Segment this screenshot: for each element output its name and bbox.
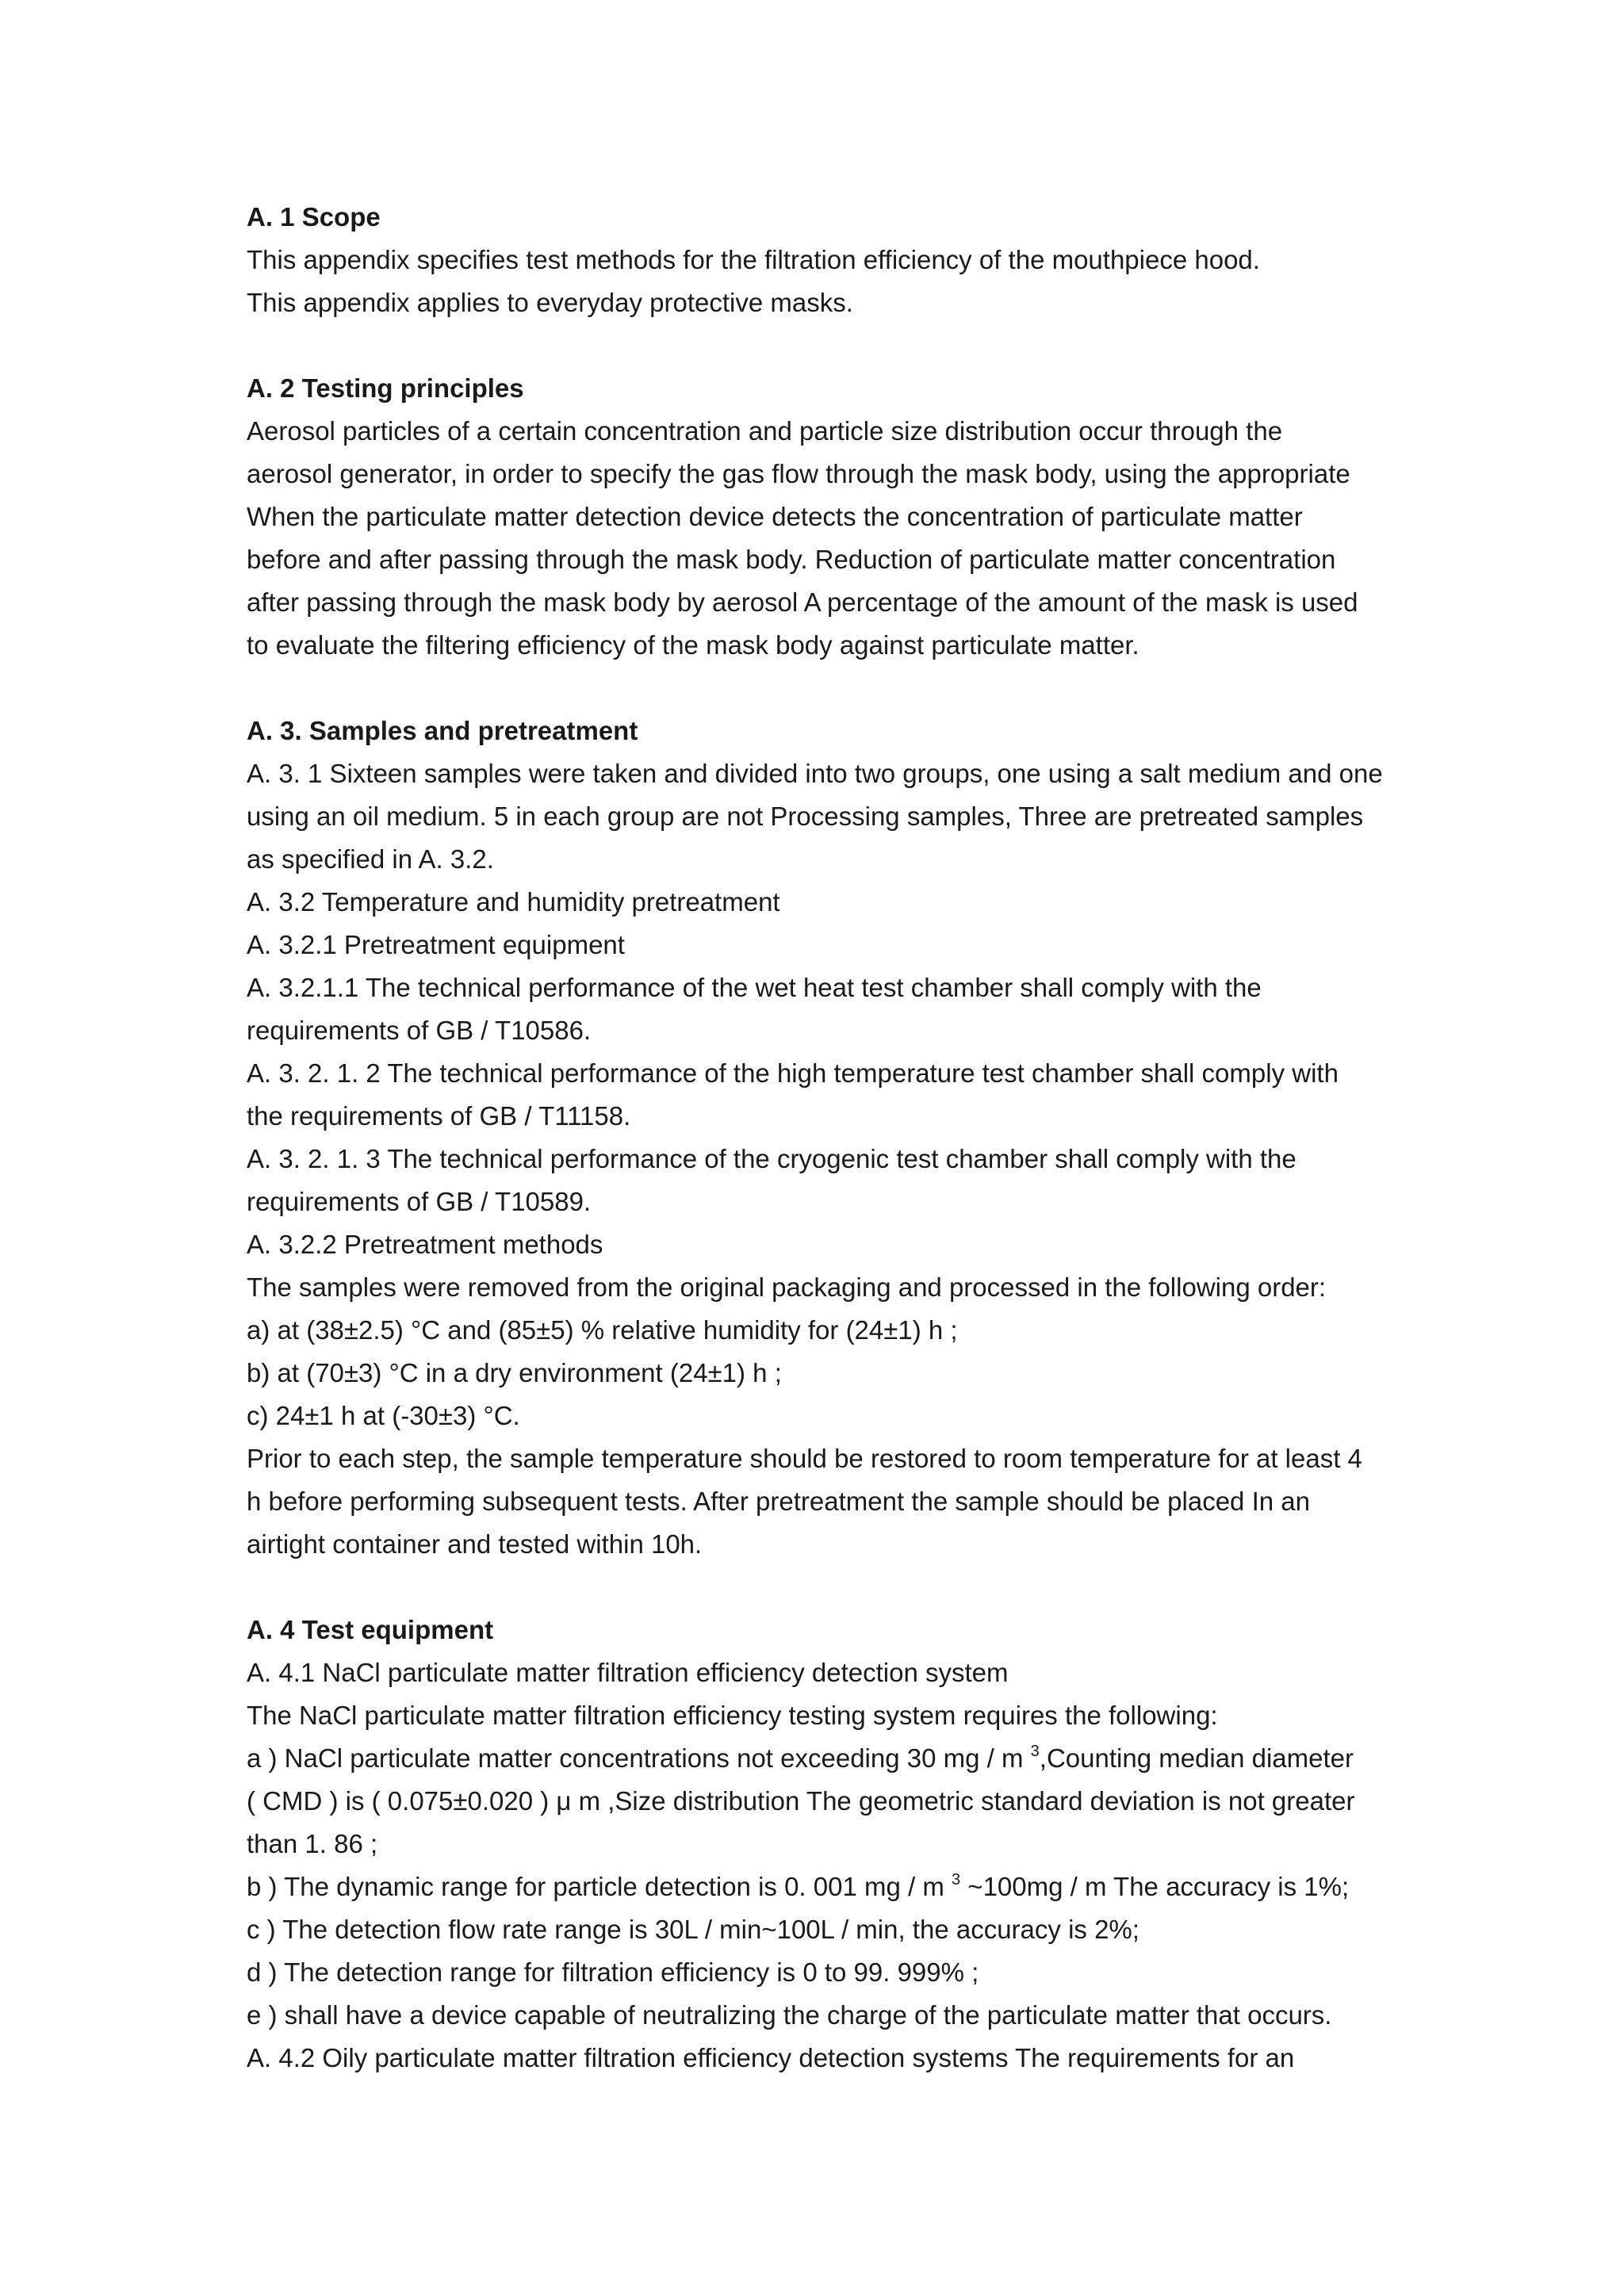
paragraph-line: A. 3. 2. 1. 3 The technical performance of the cryogenic test chamber shall comply with the [247, 1144, 1297, 1173]
list-item-c: c ) The detection flow rate range is 30L / min~100L / min, the accuracy is 2%; [247, 1915, 1139, 1944]
paragraph-line: A. 4.1 NaCl particulate matter filtration efficiency detection system [247, 1658, 1009, 1687]
paragraph-line: A. 3.2 Temperature and humidity pretreatment [247, 887, 780, 916]
section-heading-samples-pretreatment: A. 3. Samples and pretreatment [247, 716, 638, 745]
document-page [247, 196, 1388, 2080]
paragraph-line: Prior to each step, the sample temperature should be restored to room temperature for at least 4 [247, 1444, 1362, 1473]
superscript: 3 [952, 1871, 961, 1888]
paragraph-line: A. 3.2.1.1 The technical performance of the wet heat test chamber shall comply with the [247, 973, 1262, 1002]
list-item: a) at (38±2.5) °C and (85±5) % relative humidity for (24±1) h ; [247, 1315, 958, 1345]
paragraph-line: Aerosol particles of a certain concentration and particle size distribution occur through the [247, 416, 1283, 446]
paragraph-line: h before performing subsequent tests. After pretreatment the sample should be placed In an [247, 1487, 1310, 1516]
paragraph-line: The samples were removed from the original packaging and processed in the following order: [247, 1272, 1327, 1302]
section-heading-scope: A. 1 Scope [247, 202, 381, 232]
list-item-e: e ) shall have a device capable of neutralizing the charge of the particulate matter that occurs. [247, 2000, 1332, 2030]
paragraph-line: ( CMD ) is ( 0.075±0.020 ) μ m ,Size distribution The geometric standard deviation is not greater [247, 1786, 1355, 1816]
paragraph-line: This appendix applies to everyday protective masks. [247, 288, 853, 317]
list-item: c) 24±1 h at (-30±3) °C. [247, 1401, 520, 1430]
paragraph-line: the requirements of GB / T11158. [247, 1101, 631, 1131]
paragraph-line: requirements of GB / T10589. [247, 1187, 592, 1216]
paragraph-line: before and after passing through the mask body. Reduction of particulate matter concentration [247, 545, 1336, 574]
paragraph-line: after passing through the mask body by aerosol A percentage of the amount of the mask is used [247, 587, 1358, 617]
list-item-a-text: a ) NaCl particulate matter concentrations not exceeding 30 mg / m [247, 1743, 1031, 1773]
paragraph-line: aerosol generator, in order to specify the gas flow through the mask body, using the appropriate [247, 459, 1350, 488]
paragraph-line: as specified in A. 3.2. [247, 844, 494, 874]
list-item-d: d ) The detection range for filtration efficiency is 0 to 99. 999% ; [247, 1957, 979, 1987]
paragraph-line: requirements of GB / T10586. [247, 1016, 592, 1045]
section-heading-test-equipment: A. 4 Test equipment [247, 1615, 494, 1644]
paragraph-line: than 1. 86 ; [247, 1829, 378, 1858]
superscript: 3 [1030, 1743, 1040, 1760]
list-item-a-text-cont: ,Counting median diameter [1039, 1743, 1354, 1773]
paragraph-line: The NaCl particulate matter filtration efficiency testing system requires the following: [247, 1701, 1218, 1730]
paragraph-line: airtight container and tested within 10h. [247, 1529, 703, 1559]
section-heading-testing-principles: A. 2 Testing principles [247, 373, 524, 403]
list-item-a [247, 1737, 1388, 1780]
paragraph-line: When the particulate matter detection device detects the concentration of particulate matter [247, 502, 1303, 531]
paragraph-line: A. 3. 1 Sixteen samples were taken and divided into two groups, one using a salt medium and one [247, 759, 1383, 788]
paragraph-line: A. 3.2.1 Pretreatment equipment [247, 930, 625, 959]
section-gap [247, 667, 1388, 710]
paragraph-line: A. 3.2.2 Pretreatment methods [247, 1230, 603, 1259]
paragraph-line: to evaluate the filtering efficiency of the mask body against particulate matter. [247, 630, 1139, 660]
paragraph-line: This appendix specifies test methods for the filtration efficiency of the mouthpiece hood. [247, 245, 1260, 274]
section-gap [247, 1566, 1388, 1609]
paragraph-line: using an oil medium. 5 in each group are not Processing samples, Three are pretreated samples [247, 802, 1364, 831]
list-item-b-text-cont: ~100mg / m The accuracy is 1%; [960, 1872, 1350, 1901]
paragraph-line: A. 4.2 Oily particulate matter filtration efficiency detection systems The requirements for an [247, 2043, 1295, 2072]
list-item-b [247, 1866, 1388, 1908]
list-item: b) at (70±3) °C in a dry environment (24±1) h ; [247, 1358, 782, 1387]
paragraph-line: A. 3. 2. 1. 2 The technical performance of the high temperature test chamber shall comply with [247, 1058, 1339, 1088]
section-gap [247, 324, 1388, 367]
list-item-b-text: b ) The dynamic range for particle detection is 0. 001 mg / m [247, 1872, 952, 1901]
